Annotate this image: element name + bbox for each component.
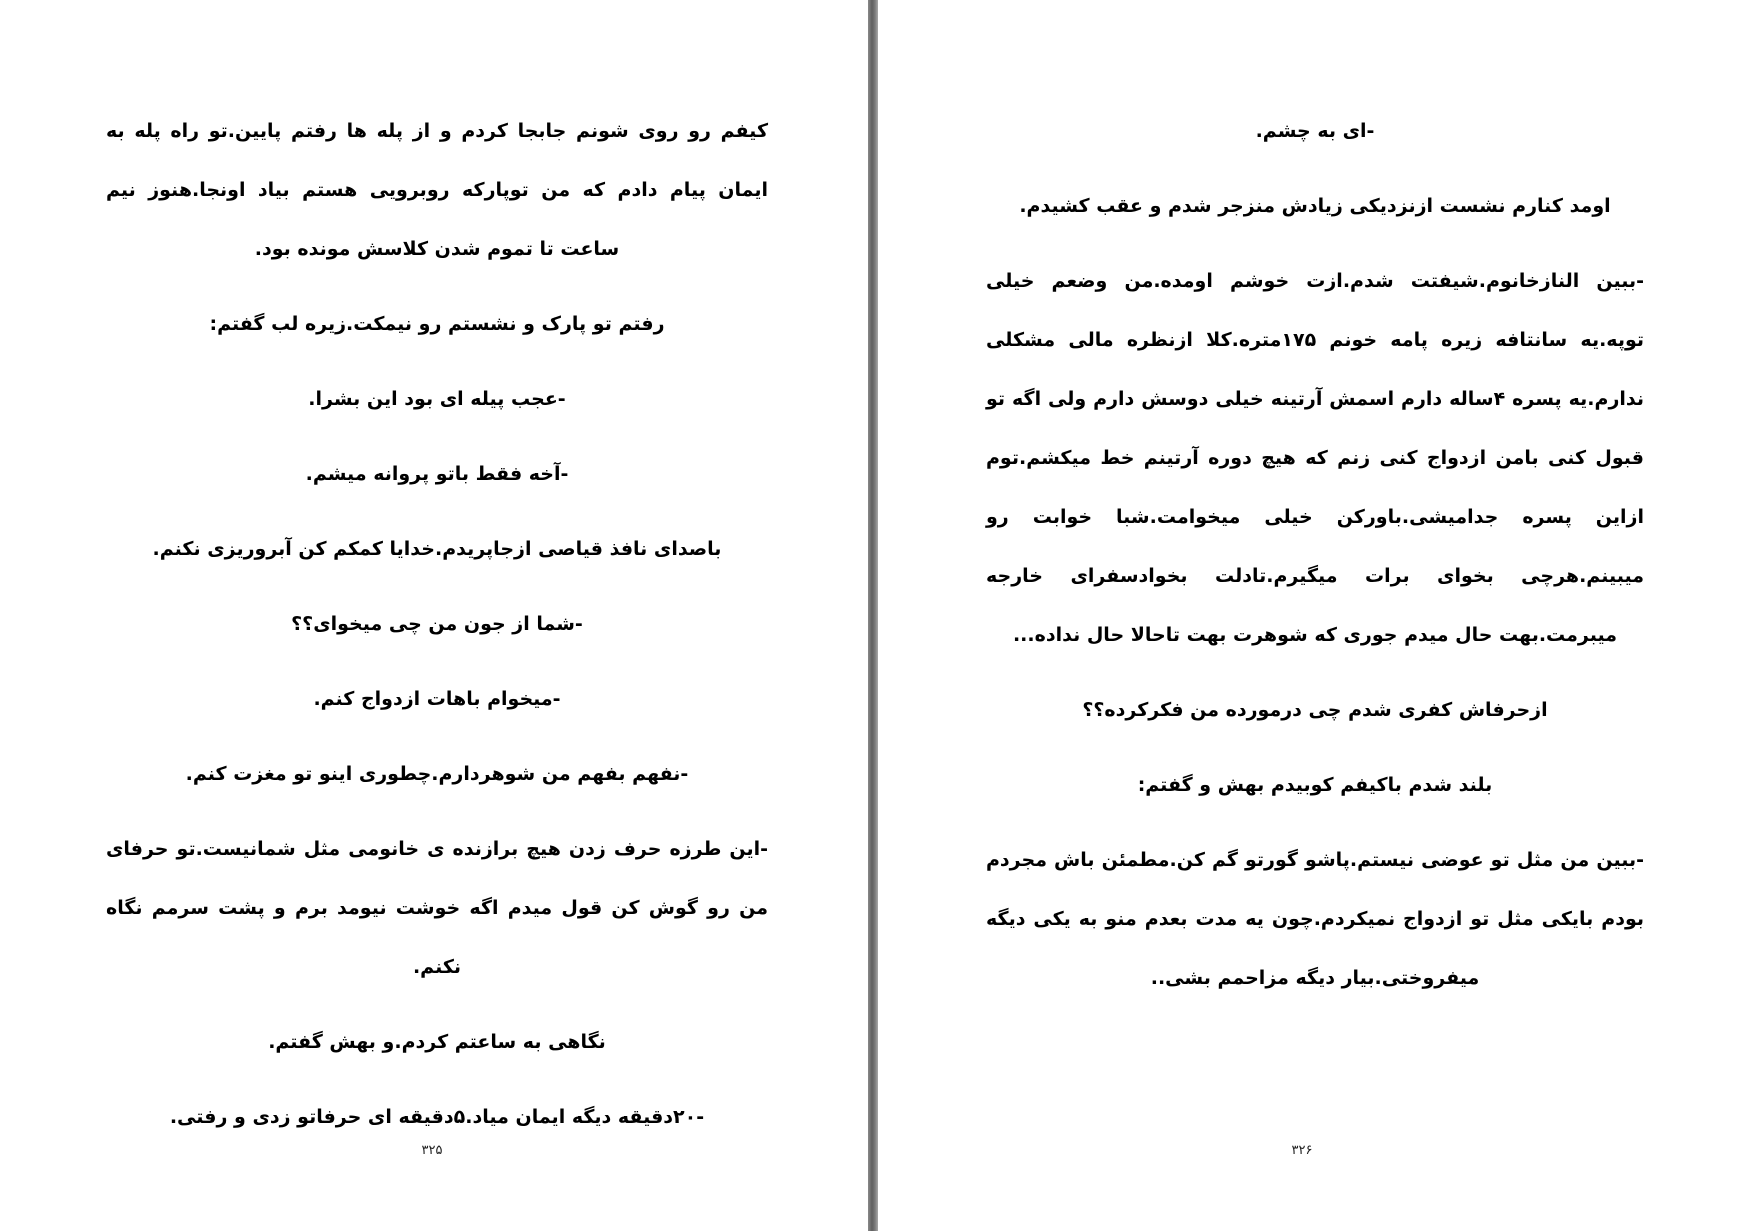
right-page [878, 0, 1752, 1231]
paragraph: کیفم رو روی شونم جابجا کردم و از پله ها رفتم پایین.تو راه پله به ایمان پیام دادم که من توپارکه روبرویی هستم بیاد اونجا.هنوز نیم ساعت تا تموم شدن کلاسش مونده بود. [106, 120, 768, 260]
paragraph: رفتم تو پارک و نشستم رو نیمکت.زیره لب گفتم: [209, 313, 665, 335]
paragraph: باصدای نافذ قیاصی ازجاپریدم.خدایا کمکم کن آبروریزی نکنم. [152, 538, 722, 560]
left-page [0, 0, 868, 1231]
paragraph: -ببین من مثل تو عوضی نیستم.پاشو گورتو گم کن.مطمئن باش مجردم بودم بایکی مثل تو ازدواج نمیکردم.چون یه مدت بعدم منو به یکی دیگه میفروختی.بیار دیگه مزاحمم بشی.. [986, 849, 1644, 989]
left-page-text [106, 102, 768, 1147]
paragraph: -نفهم بفهم من شوهردارم.چطوری اینو تو مغزت کنم. [185, 763, 689, 785]
paragraph: -آخه فقط باتو پروانه میشم. [305, 463, 569, 485]
paragraph: -ای به چشم. [1255, 120, 1375, 142]
paragraph: نگاهی به ساعتم کردم.و بهش گفتم. [268, 1031, 606, 1053]
paragraph: -این طرزه حرف زدن هیچ برازنده ی خانومی مثل شمانیست.تو حرفای من رو گوش کن قول میدم اگه خوشت نیومد برم و پشت سرمم نگاه نکنم. [106, 838, 768, 978]
right-page-text [986, 102, 1644, 1008]
paragraph: -شما از جون من چی میخوای؟؟ [291, 613, 583, 635]
paragraph: اومد کنارم نشست ازنزدیکی زیادش منزجر شدم و عقب کشیدم. [1019, 195, 1611, 217]
paragraph: ازحرفاش کفری شدم چی درمورده من فکرکرده؟؟ [1082, 699, 1548, 721]
paragraph: -۲۰دقیقه دیگه ایمان میاد.۵دقیقه ای حرفاتو زدی و رفتی. [169, 1106, 705, 1128]
paragraph: -عجب پیله ای بود این بشرا. [308, 388, 566, 410]
book-gutter-divider [868, 0, 878, 1231]
paragraph: -میخوام باهات ازدواج کنم. [313, 688, 561, 710]
paragraph: -ببین النازخانوم.شیفتت شدم.ازت خوشم اومده.من وضعم خیلی توپه.یه سانتافه زیره پامه خونم ۱۷۵متره.کلا ازنظره مالی مشکلی ندارم.یه پسره ۴ساله دارم اسمش آرتینه خیلی دوسش دارم ولی اگه تو قبول کنی بامن ازدواج کنی زنم که هیچ دوره آرتینم خط میکشم.توم ازاین پسره جدامیشی.باورکن خیلی میخوامت.شبا خوابت رو میبینم.هرچی بخوای برات میگیرم.تادلت بخوادسفرای خارجه میبرمت.بهت حال میدم جوری که شوهرت بهت تاحالا حال نداده... [986, 270, 1644, 646]
paragraph: بلند شدم باکیفم کوبیدم بهش و گفتم: [1137, 774, 1493, 796]
page-number: ۳۲۵ [421, 1143, 443, 1158]
page-number: ۳۲۶ [1291, 1143, 1313, 1158]
